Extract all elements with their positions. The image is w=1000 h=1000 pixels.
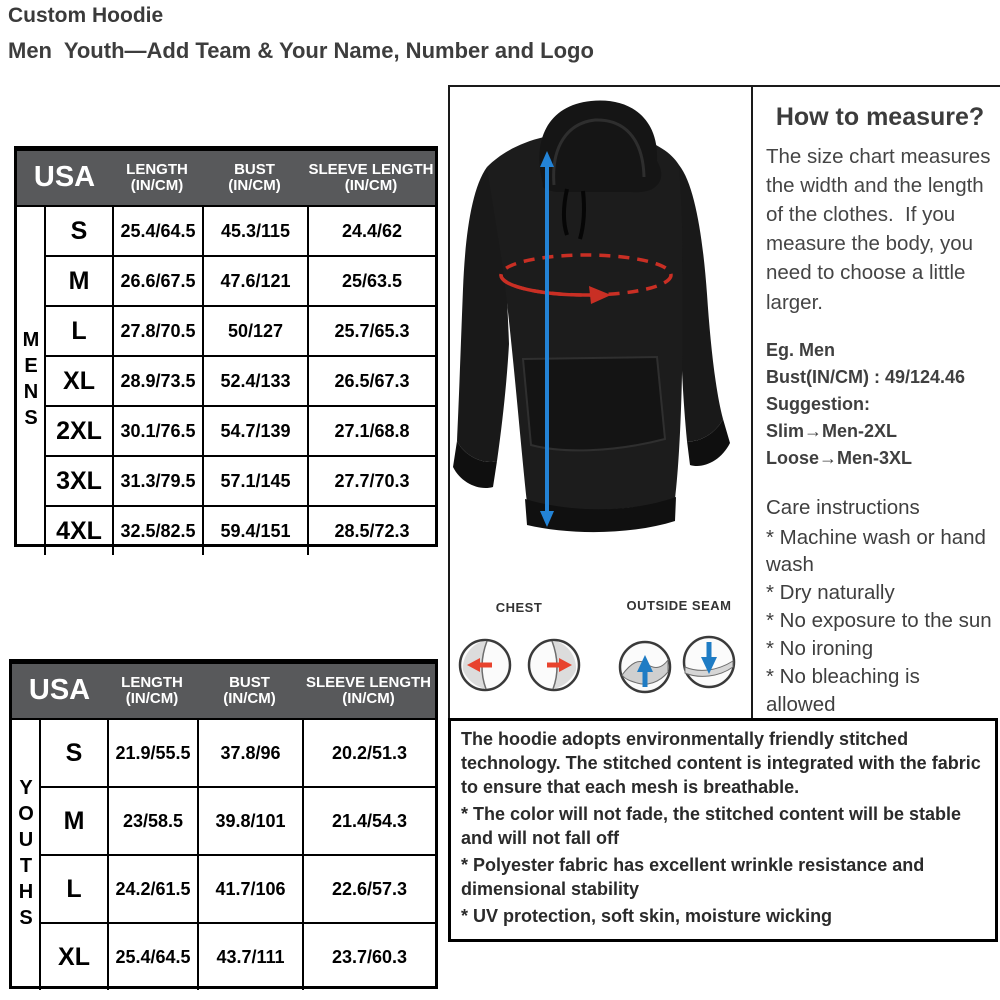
length-cell: 30.1/76.5 xyxy=(112,407,202,455)
care-item: * No bleaching is allowed xyxy=(766,664,920,716)
size-cell: XL xyxy=(58,942,90,971)
length-cell: 27.8/70.5 xyxy=(112,307,202,355)
table-row xyxy=(46,455,435,505)
table-row xyxy=(41,720,435,786)
column-header-length xyxy=(112,151,202,205)
table-row xyxy=(41,786,435,854)
length-cell: 26.6/67.5 xyxy=(112,257,202,305)
table-row xyxy=(46,207,435,255)
length-cell: 25.4/64.5 xyxy=(107,924,197,990)
outside-seam-up-icon xyxy=(617,639,673,695)
care-item: * Machine wash or hand wash xyxy=(766,525,986,577)
sleeve-unit: (IN/CM) xyxy=(342,690,395,707)
bust-unit: (IN/CM) xyxy=(223,690,276,707)
youths-size-table xyxy=(9,659,438,989)
bust-unit: (IN/CM) xyxy=(228,177,281,194)
bust-label: BUST xyxy=(229,673,270,691)
column-header-sleeve xyxy=(302,664,435,718)
length-cell: 31.3/79.5 xyxy=(112,457,202,505)
mens-group-label: MENS xyxy=(17,207,46,555)
how-to-measure-panel xyxy=(753,87,1000,720)
bust-cell: 39.8/101 xyxy=(197,788,302,854)
bust-cell: 37.8/96 xyxy=(197,720,302,786)
table-row xyxy=(41,854,435,922)
sleeve-cell: 27.1/68.8 xyxy=(307,407,435,455)
size-cell: M xyxy=(68,266,90,295)
outside-seam-down-icon xyxy=(681,634,737,690)
bust-cell: 54.7/139 xyxy=(202,407,307,455)
sleeve-cell: 27.7/70.3 xyxy=(307,457,435,505)
length-cell: 21.9/55.5 xyxy=(107,720,197,786)
length-cell: 28.9/73.5 xyxy=(112,357,202,405)
care-item: * Dry naturally xyxy=(766,581,895,605)
length-cell: 25.4/64.5 xyxy=(112,207,202,255)
measure-section xyxy=(448,85,1000,718)
length-unit: (IN/CM) xyxy=(130,177,184,194)
product-notes-box xyxy=(448,718,998,942)
how-to-measure-heading: How to measure? xyxy=(775,103,985,131)
chest-label: CHEST xyxy=(495,600,543,615)
length-unit: (IN/CM) xyxy=(125,690,179,707)
column-header-usa: USA xyxy=(28,674,91,707)
sleeve-cell: 26.5/67.3 xyxy=(307,357,435,405)
sleeve-label: SLEEVE LENGTH xyxy=(305,673,432,691)
chest-measure-left-icon xyxy=(457,637,513,693)
size-cell: M xyxy=(63,806,85,835)
sleeve-cell: 28.5/72.3 xyxy=(307,507,435,555)
length-cell: 24.2/61.5 xyxy=(107,856,197,922)
sizing-example xyxy=(766,337,994,472)
table-row xyxy=(41,922,435,990)
product-note-intro: The hoodie adopts environmentally friendly stitched technology. The stitched content is integrated with the fabric to ensure that each mesh is breathable. xyxy=(461,729,981,797)
bust-cell: 41.7/106 xyxy=(197,856,302,922)
care-instructions-heading: Care instructions xyxy=(766,495,920,519)
bust-cell: 59.4/151 xyxy=(202,507,307,555)
sleeve-cell: 23.7/60.3 xyxy=(302,924,435,990)
care-instructions xyxy=(766,494,994,719)
bust-cell: 50/127 xyxy=(202,307,307,355)
product-note-bullet: * UV protection, soft skin, moisture wicking xyxy=(461,905,833,926)
example-line: Bust(IN/CM) : 49/124.46 xyxy=(766,366,966,387)
mens-table-header xyxy=(17,151,435,207)
length-cell: 32.5/82.5 xyxy=(112,507,202,555)
hoodie-product-image xyxy=(451,89,752,579)
youths-group-label: YOUTHS xyxy=(12,720,41,990)
size-cell: S xyxy=(70,216,88,245)
product-note-bullet: * The color will not fade, the stitched content will be stable and will not fall off xyxy=(461,803,962,848)
size-cell: XL xyxy=(63,366,95,395)
column-header-bust xyxy=(202,151,307,205)
chest-measure-right-icon xyxy=(526,637,582,693)
size-cell: 3XL xyxy=(56,466,102,495)
bust-cell: 47.6/121 xyxy=(202,257,307,305)
bust-label: BUST xyxy=(234,160,275,178)
column-header-usa: USA xyxy=(33,161,96,194)
size-cell: 4XL xyxy=(56,516,102,545)
outside-seam-label: OUTSIDE SEAM xyxy=(626,598,732,613)
how-to-measure-body: The size chart measures the width and the length of the clothes. If you measure the body, you need to choose a little larger. xyxy=(766,145,997,314)
youths-table-header xyxy=(12,664,435,720)
table-row xyxy=(46,355,435,405)
sleeve-cell: 20.2/51.3 xyxy=(302,720,435,786)
length-label: LENGTH xyxy=(126,160,188,178)
sleeve-cell: 25/63.5 xyxy=(307,257,435,305)
table-row xyxy=(46,505,435,555)
example-line: Eg. Men xyxy=(766,339,836,360)
bust-cell: 43.7/111 xyxy=(197,924,302,990)
column-header-sleeve xyxy=(307,151,435,205)
care-item: * No ironing xyxy=(766,637,874,661)
table-row xyxy=(46,305,435,355)
sleeve-label: SLEEVE LENGTH xyxy=(308,160,434,178)
bust-cell: 45.3/115 xyxy=(202,207,307,255)
table-row xyxy=(46,255,435,305)
product-note-bullet: * Polyester fabric has excellent wrinkle resistance and dimensional stability xyxy=(461,854,925,899)
size-cell: L xyxy=(71,316,87,345)
length-cell: 23/58.5 xyxy=(107,788,197,854)
mens-size-table xyxy=(14,146,438,547)
size-cell: 2XL xyxy=(56,416,102,445)
sleeve-cell: 24.4/62 xyxy=(307,207,435,255)
sleeve-unit: (IN/CM) xyxy=(344,177,398,194)
example-line: Slim→Men-2XL xyxy=(766,420,898,441)
bust-cell: 57.1/145 xyxy=(202,457,307,505)
column-header-length xyxy=(107,664,197,718)
care-item: * No exposure to the sun xyxy=(766,609,992,633)
page-title: Custom Hoodie xyxy=(8,4,164,27)
sleeve-cell: 21.4/54.3 xyxy=(302,788,435,854)
hoodie-panel xyxy=(448,87,753,720)
example-line: Suggestion: xyxy=(766,393,870,414)
example-line: Loose→Men-3XL xyxy=(766,447,913,468)
table-row xyxy=(46,405,435,455)
page-subtitle: Men Youth—Add Team & Your Name, Number and Logo xyxy=(8,38,594,63)
size-cell: S xyxy=(65,738,83,767)
bust-cell: 52.4/133 xyxy=(202,357,307,405)
size-cell: L xyxy=(66,874,82,903)
length-label: LENGTH xyxy=(121,673,183,691)
column-header-bust xyxy=(197,664,302,718)
sleeve-cell: 22.6/57.3 xyxy=(302,856,435,922)
sleeve-cell: 25.7/65.3 xyxy=(307,307,435,355)
